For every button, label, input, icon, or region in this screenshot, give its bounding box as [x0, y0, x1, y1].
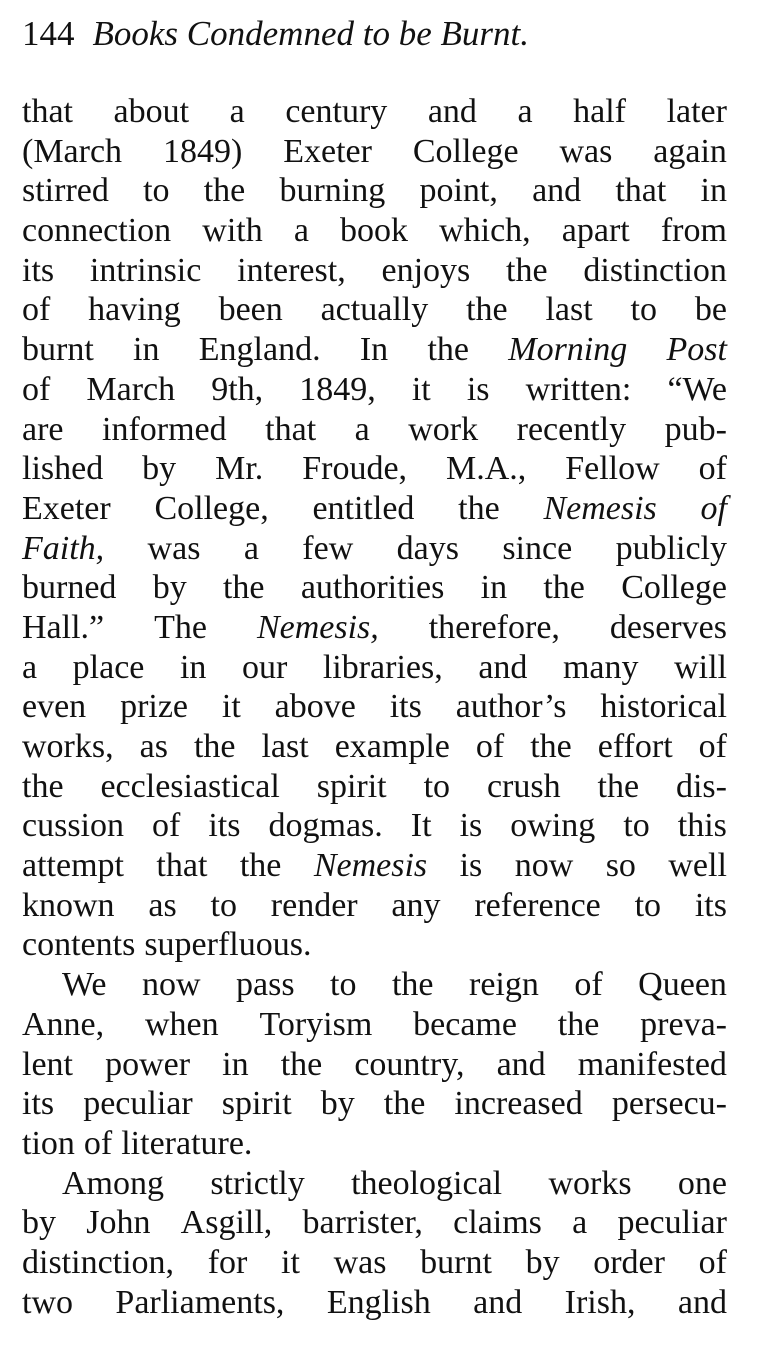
- text-line: [22, 846, 727, 886]
- word: burning: [279, 172, 386, 210]
- word: M.A.,: [445, 450, 527, 488]
- word: in: [133, 331, 160, 369]
- word: theological: [351, 1164, 503, 1202]
- word: became: [413, 1005, 517, 1043]
- word: It: [410, 807, 432, 845]
- word: as: [139, 728, 168, 765]
- word: when: [144, 1005, 219, 1043]
- word: by: [320, 1085, 355, 1123]
- word: again: [653, 132, 727, 170]
- word: that: [265, 410, 317, 448]
- word: having: [88, 291, 181, 329]
- word: Irish,: [564, 1283, 636, 1321]
- word: point,: [419, 172, 498, 210]
- text-line: [22, 925, 727, 965]
- word: the: [203, 172, 246, 210]
- text-line: [22, 92, 727, 132]
- word: any: [391, 886, 441, 924]
- word: tion: [22, 1124, 75, 1162]
- word: the: [222, 569, 265, 607]
- word: March: [86, 370, 176, 408]
- text-line: [22, 1243, 727, 1283]
- word: written:: [525, 370, 632, 408]
- word: College: [621, 569, 727, 607]
- word: manifested: [577, 1045, 727, 1083]
- word: be: [694, 291, 727, 329]
- italic-word: of: [700, 489, 727, 527]
- word: a: [517, 93, 533, 130]
- word: of: [83, 1124, 113, 1162]
- word: Exeter: [22, 489, 111, 527]
- word: increased: [454, 1085, 583, 1123]
- word: of: [698, 728, 727, 765]
- word: peculiar: [617, 1204, 727, 1242]
- word: as: [148, 886, 177, 924]
- text-line: [22, 290, 727, 330]
- word: peculiar: [83, 1085, 193, 1123]
- word: a: [293, 212, 309, 250]
- word: it: [411, 370, 431, 408]
- word: example: [334, 728, 450, 765]
- word: century: [285, 93, 388, 130]
- word: in: [700, 172, 727, 210]
- word: its: [22, 251, 55, 289]
- word: 9th,: [211, 370, 264, 408]
- italic-word: Nemesis: [543, 489, 657, 527]
- word: therefore,: [428, 608, 560, 646]
- text-line: [22, 806, 727, 846]
- word: its: [694, 886, 727, 924]
- word: dogmas.: [268, 807, 383, 845]
- word: to: [143, 172, 170, 210]
- word: a: [354, 410, 370, 448]
- word: the: [391, 966, 434, 1004]
- word: many: [562, 648, 639, 686]
- word: effort: [597, 728, 673, 765]
- word: of: [574, 966, 603, 1004]
- word: even: [22, 688, 87, 726]
- word: ecclesiastical: [100, 767, 280, 805]
- word: days: [396, 529, 459, 567]
- word: burnt: [22, 331, 94, 369]
- text-line: [22, 648, 727, 688]
- word: the: [530, 728, 572, 765]
- word: is: [459, 847, 483, 885]
- word: its: [389, 688, 422, 726]
- word: entitled: [312, 489, 415, 527]
- word: the: [193, 728, 236, 765]
- word: the: [239, 847, 282, 885]
- text-line: [22, 370, 727, 410]
- word: it: [221, 688, 241, 726]
- word: stirred: [22, 172, 109, 210]
- word: above: [274, 688, 356, 726]
- word: and: [427, 93, 477, 130]
- word: half: [573, 93, 626, 130]
- word: distinction,: [22, 1243, 175, 1281]
- word: in: [480, 569, 508, 607]
- word: and: [496, 1045, 546, 1083]
- word: 1849,: [299, 370, 376, 408]
- word: lent: [22, 1045, 73, 1083]
- word: later: [666, 93, 727, 130]
- word: will: [674, 648, 727, 686]
- word: authorities: [300, 569, 445, 607]
- word: The: [154, 608, 207, 646]
- word: lished: [22, 450, 104, 488]
- word: Asgill,: [180, 1204, 273, 1242]
- word: spirit: [221, 1085, 292, 1123]
- word: one: [677, 1164, 727, 1202]
- word: a: [243, 529, 259, 567]
- text-line: [22, 1124, 727, 1164]
- word: literature.: [121, 1124, 253, 1162]
- word: 1849): [162, 132, 243, 170]
- word: crush: [486, 767, 561, 805]
- word: preva-: [640, 1005, 727, 1043]
- word: Queen: [638, 966, 727, 1004]
- word: book: [340, 212, 408, 250]
- word: In: [359, 331, 389, 369]
- word: render: [270, 886, 358, 924]
- word: the: [597, 767, 640, 805]
- text-line: [22, 1005, 727, 1045]
- word: Parliaments,: [115, 1283, 285, 1321]
- word: of: [475, 728, 505, 765]
- text-line: [22, 608, 727, 648]
- word: We: [62, 966, 107, 1004]
- italic-word: Nemesis,: [256, 608, 379, 646]
- word: cussion: [22, 807, 124, 845]
- word: well: [668, 847, 727, 885]
- word: to: [330, 966, 357, 1004]
- word: a: [572, 1204, 588, 1242]
- word: this: [677, 807, 727, 845]
- text-line: [22, 410, 727, 450]
- italic-word: Nemesis: [313, 847, 428, 885]
- text-line: [22, 1283, 727, 1323]
- word: burned: [22, 569, 117, 607]
- word: pub-: [664, 410, 727, 448]
- word: Anne,: [22, 1005, 105, 1043]
- word: informed: [102, 410, 227, 448]
- italic-word: Post: [666, 331, 727, 369]
- word: superfluous.: [144, 926, 312, 964]
- word: known: [22, 886, 115, 924]
- text-line: [22, 489, 727, 529]
- word: Mr.: [215, 450, 264, 488]
- word: power: [105, 1045, 191, 1083]
- word: Among: [62, 1164, 164, 1202]
- word: libraries,: [322, 648, 443, 686]
- word: was: [559, 132, 613, 170]
- word: recently: [516, 410, 627, 448]
- word: in: [222, 1045, 249, 1083]
- text-line: [22, 965, 727, 1005]
- word: works,: [22, 728, 114, 765]
- word: that: [615, 172, 667, 210]
- word: by: [142, 450, 177, 488]
- word: reference: [474, 886, 601, 924]
- italic-word: Morning: [508, 331, 628, 369]
- text-line: [22, 1164, 727, 1204]
- word: few: [302, 529, 354, 567]
- word: work: [408, 410, 479, 448]
- word: of: [698, 450, 727, 488]
- word: to: [623, 807, 650, 845]
- word: of: [22, 370, 51, 408]
- word: the: [280, 1045, 323, 1083]
- word: apart: [561, 212, 630, 250]
- word: and: [532, 172, 582, 210]
- word: the: [458, 489, 500, 527]
- word: author’s: [455, 688, 567, 726]
- word: been: [218, 291, 283, 329]
- word: deserves: [609, 608, 727, 646]
- word: now: [141, 966, 201, 1004]
- word: English: [326, 1283, 431, 1321]
- word: connection: [22, 212, 172, 250]
- text-line: [22, 132, 727, 172]
- word: Froude,: [302, 450, 408, 488]
- text-line: [22, 1084, 727, 1124]
- word: that: [156, 847, 208, 885]
- word: are: [22, 410, 64, 448]
- word: intrinsic: [89, 251, 202, 289]
- word: the: [466, 291, 508, 329]
- body-text: [22, 92, 727, 1322]
- word: attempt: [22, 847, 124, 885]
- word: country,: [354, 1045, 465, 1083]
- word: and: [473, 1283, 523, 1321]
- word: by: [152, 569, 187, 607]
- word: historical: [600, 688, 727, 726]
- word: of: [698, 1243, 727, 1281]
- word: in: [179, 648, 207, 686]
- word: burnt: [420, 1243, 492, 1281]
- text-line: [22, 330, 727, 370]
- word: of: [152, 807, 181, 845]
- word: for: [207, 1243, 248, 1281]
- word: place: [72, 648, 145, 686]
- word: (March: [22, 132, 123, 170]
- word: two: [22, 1283, 73, 1321]
- word: England.: [198, 331, 321, 369]
- word: dis-: [675, 767, 727, 805]
- word: about: [113, 93, 190, 130]
- word: is: [466, 370, 490, 408]
- word: interest,: [237, 251, 346, 289]
- word: the: [427, 331, 469, 369]
- word: persecu-: [611, 1085, 727, 1123]
- word: publicly: [615, 529, 727, 567]
- word: and: [677, 1283, 727, 1321]
- word: was: [147, 529, 201, 567]
- word: by: [22, 1204, 56, 1242]
- word: enjoys: [381, 251, 471, 289]
- word: to: [634, 886, 662, 924]
- word: barrister,: [302, 1204, 423, 1242]
- word: last: [261, 728, 309, 765]
- word: “We: [667, 370, 727, 408]
- text-line: [22, 886, 727, 926]
- word: strictly: [210, 1164, 305, 1202]
- word: was: [333, 1243, 387, 1281]
- word: Exeter: [283, 132, 372, 170]
- text-line: [22, 251, 727, 291]
- word: with: [202, 212, 263, 250]
- word: a: [22, 648, 38, 686]
- word: is: [459, 807, 483, 845]
- italic-word: Faith,: [22, 529, 105, 567]
- text-line: [22, 1045, 727, 1085]
- word: distinction: [583, 251, 727, 289]
- word: to: [210, 886, 237, 924]
- word: Hall.”: [22, 608, 105, 646]
- word: from: [660, 212, 727, 250]
- word: it: [281, 1243, 300, 1281]
- word: Fellow: [565, 450, 660, 488]
- word: pass: [236, 966, 295, 1004]
- running-head: [22, 12, 529, 56]
- word: reign: [469, 966, 539, 1004]
- word: the: [543, 569, 585, 607]
- text-line: [22, 171, 727, 211]
- text-line: [22, 687, 727, 727]
- word: to: [630, 291, 657, 329]
- word: and: [478, 648, 528, 686]
- running-title: Books Condemned to be Burnt.: [92, 14, 529, 53]
- text-line: [22, 568, 727, 608]
- word: its: [22, 1085, 55, 1123]
- word: our: [241, 648, 288, 686]
- word: the: [383, 1085, 426, 1123]
- word: contents: [22, 926, 136, 964]
- text-line: [22, 449, 727, 489]
- word: its: [208, 807, 241, 845]
- word: so: [605, 847, 636, 885]
- text-line: [22, 529, 727, 569]
- word: a: [229, 93, 245, 130]
- word: the: [22, 767, 64, 805]
- word: John: [86, 1204, 151, 1242]
- word: the: [506, 251, 548, 289]
- word: to: [423, 767, 451, 805]
- word: the: [557, 1005, 600, 1043]
- word: last: [545, 291, 593, 329]
- word: actually: [320, 291, 429, 329]
- word: since: [502, 529, 573, 567]
- word: order: [593, 1243, 665, 1281]
- word: now: [514, 847, 574, 885]
- word: College,: [154, 489, 269, 527]
- word: prize: [120, 688, 189, 726]
- word: of: [22, 291, 51, 329]
- word: that: [22, 93, 73, 130]
- word: works: [548, 1164, 632, 1202]
- word: claims: [453, 1204, 542, 1242]
- word: College: [412, 132, 519, 170]
- word: which,: [439, 212, 531, 250]
- word: Toryism: [259, 1005, 373, 1043]
- word: by: [525, 1243, 560, 1281]
- text-line: [22, 767, 727, 807]
- text-line: [22, 211, 727, 251]
- word: spirit: [316, 767, 387, 805]
- text-line: [22, 1203, 727, 1243]
- word: owing: [510, 807, 596, 845]
- page-number: 144: [22, 14, 75, 53]
- text-line: [22, 727, 727, 767]
